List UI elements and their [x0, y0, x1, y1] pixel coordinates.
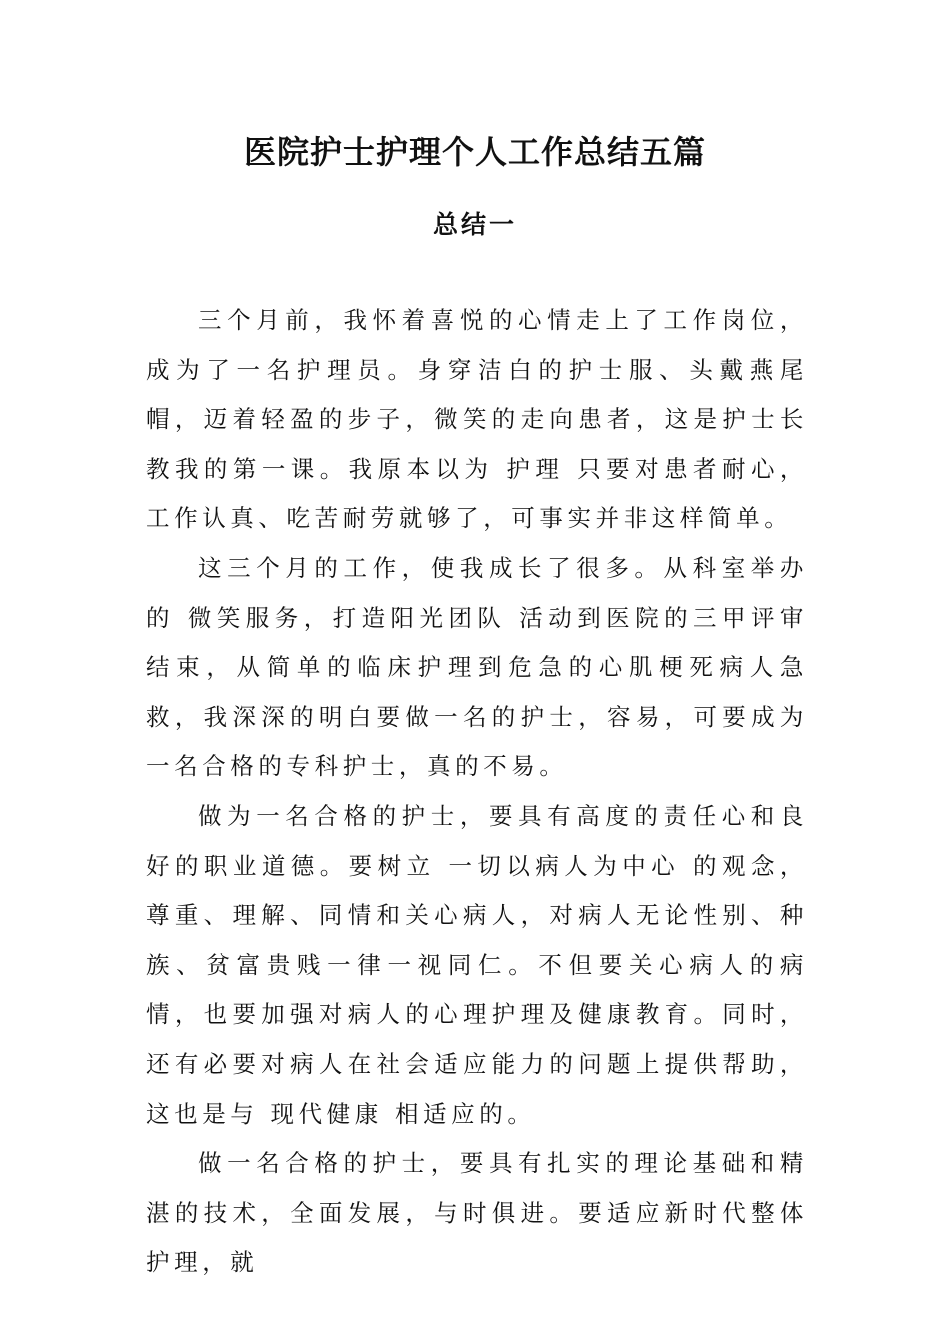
paragraph: 做为一名合格的护士，要具有高度的责任心和良好的职业道德。要树立 一切以病人为中心 的观念，尊重、理解、同情和关心病人，对病人无论性别、种族、贫富贵贱一律一视同仁。不但要关心病人的病情，也要加强对病人的心理护理及健康教育。同时，还有必要对病人在社会适应能力的问题上提供帮助，这也是与 现代健康 相适应的。 — [146, 801, 808, 1128]
document-title: 医院护士护理个人工作总结五篇 — [243, 133, 706, 171]
section-heading: 总结一 — [432, 210, 517, 239]
document-body — [146, 296, 808, 1288]
paragraph: 三个月前，我怀着喜悦的心情走上了工作岗位，成为了一名护理员。身穿洁白的护士服、头戴燕尾帽，迈着轻盈的步子，微笑的走向患者，这是护士长教我的第一课。我原本以为 护理 只要对患者耐心，工作认真、吃苦耐劳就够了，可事实并非这样简单。 — [146, 306, 808, 533]
paragraph: 这三个月的工作，使我成长了很多。从科室举办的 微笑服务，打造阳光团队 活动到医院的三甲评审结束，从简单的临床护理到危急的心肌梗死病人急救，我深深的明白要做一名的护士，容易，可要成为一名合格的专科护士，真的不易。 — [146, 553, 808, 781]
paragraph: 做一名合格的护士，要具有扎实的理论基础和精湛的技术，全面发展，与时俱进。要适应新时代整体护理，就 — [146, 1149, 808, 1277]
